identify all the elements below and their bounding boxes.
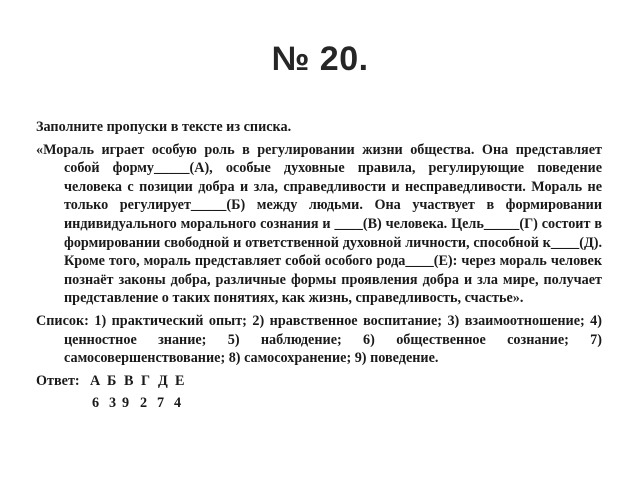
- options-list: Список: 1) практический опыт; 2) нравственное воспитание; 3) взаимоотношение; 4) ценностное знание; 5) наблюдение; 6) общественное сознание; 7) самосовершенствование; 8) самосохранение; 9) поведение.: [36, 312, 602, 367]
- answer-letter: А: [90, 372, 101, 389]
- answer-digit: 4: [174, 395, 182, 412]
- answer-label: Ответ:: [36, 372, 80, 389]
- answer-letter: Е: [175, 372, 185, 389]
- answer-digit: 9: [122, 395, 130, 412]
- answer-letter: Б: [107, 372, 117, 389]
- task-instruction: Заполните пропуски в тексте из списка.: [36, 119, 292, 135]
- answer-digit: 7: [157, 395, 165, 412]
- answer-digit: 2: [140, 395, 148, 412]
- answer-digit: 3: [109, 395, 117, 412]
- answer-letters: [88, 372, 192, 391]
- answer-digits: [36, 394, 602, 413]
- answer-letter: Д: [158, 372, 168, 389]
- answer-digit: 6: [92, 395, 100, 412]
- slide-content: [36, 118, 602, 413]
- slide-title: № 20.: [271, 40, 369, 78]
- task-passage: «Мораль играет особую роль в регулировании жизни общества. Она представляет собой форму_____(А), особые духовные правила, регулирующие поведение человека с позиции добра и зла, справедливости и несправедливости. Мораль не только регулирует_____(Б) между людьми. Она участвует в формировании индивидуального морального сознания и ____(В) человека. Цель_____(Г) состоит в формировании свободной и ответственной духовной личности, способной к____(Д). Кроме того, мораль представляет собой особого рода____(Е): через мораль человек познаёт законы добра, различные формы проявления добра и зла мире, получает представление о таких понятиях, как жизнь, справедливость, счастье».: [36, 141, 602, 307]
- answer-letter: В: [124, 372, 134, 389]
- answer-row: [36, 372, 602, 391]
- answer-letter: Г: [141, 372, 151, 389]
